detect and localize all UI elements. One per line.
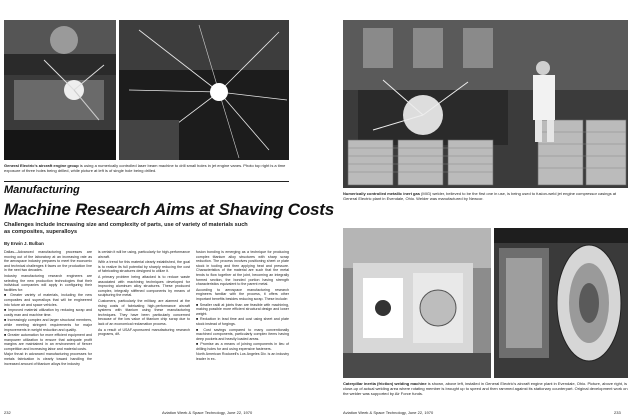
col1-paragraph: ■ Improved material utilization by reducing scrap and costly man and machine time. — [4, 308, 92, 317]
article-deck: Challenges include increasing size and complexity of parts, use of variety of materials such as composites, superalloys — [4, 222, 248, 235]
inertia-welder-caption — [343, 381, 628, 396]
col2-paragraph: is certain it will be using, particularly for high-performance aircraft. — [98, 250, 190, 259]
mig-welder-caption — [343, 191, 628, 201]
left-caption-text: is using a numerically controlled laser beam machine to drill small holes in jet engine vanes. Photo top right is a time exposure of three holes being drilled, while picture at left is of single hole being drilled. — [4, 163, 286, 173]
col1-paragraph: Dallas—Advanced manufacturing processes are moving out of the laboratory at an increasing rate as the aerospace industry prepares to meet the economic and technical challenges it faces on the production line in the next two decades. — [4, 250, 92, 273]
col1-paragraph: ■ Greater automation for more efficient equipment and manpower utilization to ensure that adequate profit margins are maintained in an environment of fiercer competition and increasing labor and material costs. — [4, 333, 92, 351]
col3-paragraph: According to aerospace manufacturing research engineers familiar with the process, it offers other important benefits besides reducing scrap. These include: — [196, 287, 289, 301]
col2-paragraph: With a trend for this material clearly established, the goal is to realize its full potential by sharply reducing the cost of fabricating structures designed to utilize it. — [98, 260, 190, 274]
col3-paragraph: ■ Reduction in lead time and cost using sheet and plate stock instead of forgings. — [196, 317, 289, 326]
col1-paragraph: ■ Increasingly complex and larger structural members, while meeting stringent requirements for major improvements in weight reduction and quality. — [4, 318, 92, 332]
col2-paragraph: As a result of USAF-sponsored manufacturing research programs, dif- — [98, 327, 190, 337]
kicker-rule — [4, 181, 289, 182]
col2-paragraph: A primary problem being attacked is to reduce waste associated with machining techniques developed for improving aluminum alloy structures. These produced complex, integrally stiffened components by means of sculpturing the metal. — [98, 274, 190, 298]
left-publication-line: Aviation Week & Space Technology, June 22, 1970 — [162, 410, 253, 415]
col3-paragraph: ■ Smaller radii at joints than are feasible with machining, making possible more efficient structural design and lower weight. — [196, 302, 289, 316]
left-photo-caption — [4, 163, 289, 173]
col3-paragraph: ■ Cost savings compared to many conventionally machined components, particularly complex items having deep pockets and heavily loaded areas. — [196, 327, 289, 341]
mig-welder-photo — [343, 20, 628, 188]
mig-caption-text: (MIG) welder, believed to be the first one in use, is being used to fusion-weld jet engine compressor casings at General Electric plant in Evendale, Ohio. Welder was manufactured by Newcor. — [343, 191, 617, 201]
col3-paragraph: ■ Promise as a means of joining components in lieu of drilling holes for and using expensive fasteners. — [196, 342, 289, 351]
col1-paragraph: ■ Greater variety of materials, including the new composites and superalloys that will be engineered into future air and space vehicles. — [4, 293, 92, 307]
article-headline: Machine Research Aims at Shaving Costs — [4, 200, 334, 219]
laser-three-holes-time-exposure-photo — [119, 20, 289, 160]
col2-paragraph: Customers, particularly the military, are alarmed at the rising costs of fabricating high-performance aircraft systems with titanium using these manufacturing techniques. They have been particularly concerned because of the low value of titanium chip scrap due to lack of an economical reclamation process. — [98, 298, 190, 326]
article-byline: By Erwin J. Bulban — [4, 241, 44, 246]
inertia-caption-lead: Caterpillar inertia (friction) welding machine — [343, 381, 427, 386]
inertia-welding-machine-photo — [343, 228, 491, 378]
article-column-1 — [4, 250, 92, 408]
col3-paragraph: fusion bonding is emerging as a technique for producing complex titanium alloy structures with sharp scrap reduction. The process involves positioning sheet or plate stock in tooling and then applying heat and pressure. Characteristics of the material are such that the metal tends to flow together at the joint, becoming an integrally formed section, the bonded portion having strength characteristics equivalent to the parent metal. — [196, 250, 289, 287]
section-kicker: Manufacturing — [4, 184, 80, 196]
inertia-caption-text: is shown, above left, installed in General Electric's aircraft engine plant in Evendale, Ohio. Picture, above right, is close-up of actual welding area where rotating member is brought up to speed and then rammed against its stationary counterpart. Original development work on the welder was supported by Air Force funds. — [343, 381, 628, 396]
right-page-number: 233 — [614, 410, 621, 415]
right-publication-line: Aviation Week & Space Technology, June 22, 1970 — [343, 410, 434, 415]
mig-caption-lead: Numerically controlled metallic inert gas — [343, 191, 420, 196]
article-column-3 — [196, 250, 289, 408]
col3-paragraph: North American Rockwell's Los Angeles Div. is an industry leader in ex- — [196, 352, 289, 362]
left-page-number: 232 — [4, 410, 11, 415]
inertia-weld-closeup-photo — [494, 228, 628, 378]
col1-paragraph: Major thrust in advanced manufacturing processes for metals fabrication is clearly toward handling the increased amount of titanium alloys the industry — [4, 352, 92, 366]
article-column-2 — [98, 250, 190, 408]
left-caption-lead: General Electric's aircraft engine group — [4, 163, 79, 168]
laser-single-hole-photo — [4, 20, 116, 160]
col1-paragraph: Industry manufacturing research engineers are selecting the new production technologies that their individual companies will apply in configuring their facilities for: — [4, 273, 92, 292]
